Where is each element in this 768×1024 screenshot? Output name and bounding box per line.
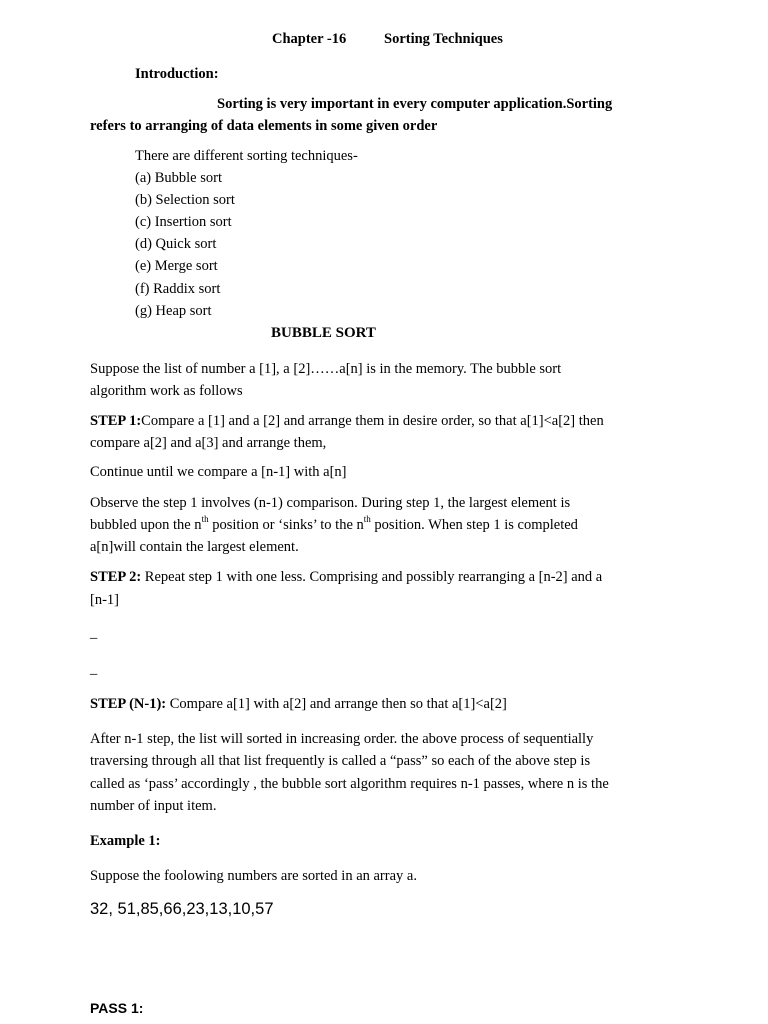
bubble-intro-line-2: algorithm work as follows xyxy=(90,383,243,399)
technique-item: (e) Merge sort xyxy=(135,258,218,274)
step2-text: Repeat step 1 with one less. Comprising and possibly rearranging a [n-2] and a xyxy=(141,569,603,585)
superscript-th: th xyxy=(363,514,371,524)
ellipsis-dash: – xyxy=(90,630,98,646)
step2-line-1 xyxy=(90,569,602,586)
technique-item: (f) Raddix sort xyxy=(135,281,221,297)
observe-line-3: a[n]will contain the largest element. xyxy=(90,539,299,555)
stepn-text: Compare a[1] with a[2] and arrange then so that a[1]<a[2] xyxy=(166,696,507,712)
step2-label: STEP 2: xyxy=(90,569,142,585)
example-text: Suppose the foolowing numbers are sorted in an array a. xyxy=(90,868,417,884)
technique-item: (g) Heap sort xyxy=(135,303,212,319)
bubble-sort-heading: BUBBLE SORT xyxy=(271,325,376,341)
intro-heading: Introduction: xyxy=(135,66,219,82)
example-heading: Example 1: xyxy=(90,833,161,849)
intro-line-1: Sorting is very important in every computer application.Sorting xyxy=(217,96,613,112)
observe-text-b: position or ‘sinks’ to the n xyxy=(208,517,364,533)
bubble-intro-line-1: Suppose the list of number a [1], a [2]……a[n] is in the memory. The bubble sort xyxy=(90,361,562,377)
chapter-number: Chapter -16 xyxy=(272,31,347,47)
step2-line-2: [n-1] xyxy=(90,592,119,608)
after-line-2: traversing through all that list frequently is called a “pass” so each of the above step is xyxy=(90,753,591,769)
observe-text-c: position. When step 1 is completed xyxy=(370,517,578,533)
stepn-label: STEP (N-1): xyxy=(90,696,167,712)
after-line-4: number of input item. xyxy=(90,798,217,814)
chapter-title: Sorting Techniques xyxy=(384,31,503,47)
techniques-intro: There are different sorting techniques- xyxy=(135,148,358,164)
technique-item: (c) Insertion sort xyxy=(135,214,232,230)
ellipsis-dash: – xyxy=(90,666,98,682)
step1-text: Compare a [1] and a [2] and arrange them in desire order, so that a[1]<a[2] then xyxy=(141,413,604,429)
example-numbers: 32, 51,85,66,23,13,10,57 xyxy=(90,900,274,918)
technique-item: (d) Quick sort xyxy=(135,236,217,252)
observe-text-a: bubbled upon the n xyxy=(90,517,202,533)
after-line-1: After n-1 step, the list will sorted in increasing order. the above process of sequentially xyxy=(90,731,594,747)
observe-line-2 xyxy=(90,514,578,534)
intro-line-2: refers to arranging of data elements in some given order xyxy=(90,118,438,134)
technique-item: (b) Selection sort xyxy=(135,192,235,208)
pass-heading: PASS 1: xyxy=(90,1000,144,1016)
stepn-line xyxy=(90,696,507,713)
after-line-3: called as ‘pass’ accordingly , the bubble sort algorithm requires n-1 passes, where n is the xyxy=(90,776,609,792)
observe-line-1: Observe the step 1 involves (n-1) comparison. During step 1, the largest element is xyxy=(90,495,571,511)
step1-line-2: compare a[2] and a[3] and arrange them, xyxy=(90,435,327,451)
step1-label: STEP 1: xyxy=(90,413,142,429)
continue-line: Continue until we compare a [n-1] with a[n] xyxy=(90,464,347,480)
technique-item: (a) Bubble sort xyxy=(135,170,222,186)
step1-line-1 xyxy=(90,413,604,430)
superscript-th: th xyxy=(201,514,209,524)
